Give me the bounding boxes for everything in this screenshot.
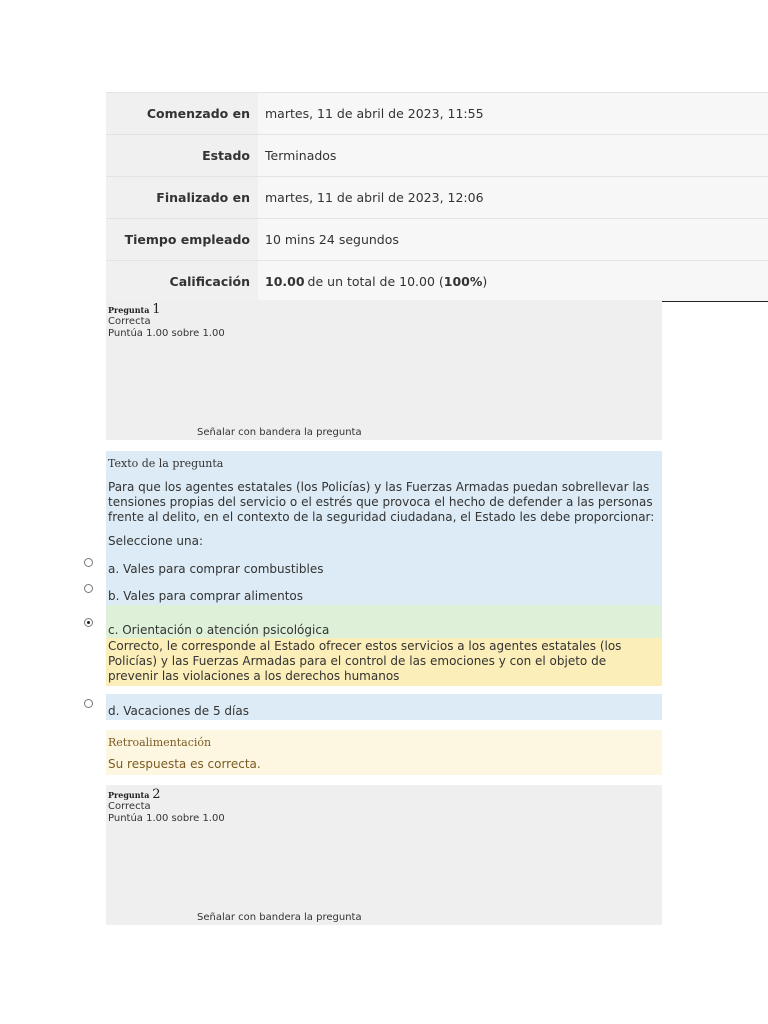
summary-label: Estado <box>106 135 258 176</box>
attempt-summary-table <box>106 92 768 302</box>
option-label: c. Orientación o atención psicológica <box>108 623 330 637</box>
grade-end: ) <box>482 273 488 289</box>
feedback-header: Retroalimentación <box>108 736 212 749</box>
question-number <box>106 300 662 316</box>
summary-label: Calificación <box>106 261 258 301</box>
summary-row-finished <box>106 177 768 219</box>
question-info-2 <box>106 785 662 925</box>
summary-label: Comenzado en <box>106 93 258 134</box>
question-state: Correcta <box>108 316 151 327</box>
summary-value: Terminados <box>258 135 768 176</box>
option-label: b. Vales para comprar alimentos <box>108 589 304 603</box>
question-grade: Puntúa 1.00 sobre 1.00 <box>108 813 225 824</box>
flag-question-link[interactable]: Señalar con bandera la pregunta <box>197 912 362 923</box>
option-b[interactable] <box>106 589 662 605</box>
summary-value: martes, 11 de abril de 2023, 12:06 <box>258 177 768 218</box>
option-feedback: Correcto, le corresponde al Estado ofrecer estos servicios a los agentes estatales (los Policías) y las Fuerzas Armadas para el control de las emociones y con el objeto de prevenir las violaciones a los derechos humanos <box>106 638 662 686</box>
option-label: d. Vacaciones de 5 días <box>108 704 249 718</box>
option-a-radio[interactable] <box>84 558 93 567</box>
grade-score: 10.00 <box>265 273 305 289</box>
feedback-message: Su respuesta es correcta. <box>108 757 261 771</box>
grade-percent: 100% <box>443 273 483 289</box>
question-word: Pregunta <box>108 790 150 800</box>
option-d-radio[interactable] <box>84 699 93 708</box>
summary-row-state <box>106 135 768 177</box>
question-text-header: Texto de la pregunta <box>108 457 224 470</box>
option-a[interactable] <box>106 562 662 582</box>
question-word: Pregunta <box>108 305 150 315</box>
summary-row-time <box>106 219 768 261</box>
question-number <box>106 785 662 801</box>
general-feedback-panel <box>106 730 662 775</box>
summary-value <box>258 261 768 301</box>
summary-row-grade <box>106 261 768 302</box>
summary-row-started <box>106 93 768 135</box>
question-info-1 <box>106 300 662 440</box>
summary-label: Finalizado en <box>106 177 258 218</box>
question-number-value: 1 <box>152 302 161 317</box>
question-grade: Puntúa 1.00 sobre 1.00 <box>108 328 225 339</box>
summary-value: 10 mins 24 segundos <box>258 219 768 260</box>
option-d[interactable] <box>106 694 662 720</box>
question-text-panel <box>106 451 662 606</box>
option-c-radio[interactable] <box>84 618 93 627</box>
question-text: Para que los agentes estatales (los Policías) y las Fuerzas Armadas puedan sobrellevar las tensiones propias del servicio o el estrés que provoca el hecho de defender a las personas frente al delito, en el contexto de la seguridad ciudadana, el Estado les debe proporcionar: <box>108 480 655 524</box>
flag-question-link[interactable]: Señalar con bandera la pregunta <box>197 427 362 438</box>
summary-label: Tiempo empleado <box>106 219 258 260</box>
grade-total-text: de un total de 10.00 ( <box>307 273 444 289</box>
option-label: a. Vales para comprar combustibles <box>108 562 324 576</box>
summary-value: martes, 11 de abril de 2023, 11:55 <box>258 93 768 134</box>
question-state: Correcta <box>108 801 151 812</box>
option-b-radio[interactable] <box>84 584 93 593</box>
question-number-value: 2 <box>152 787 161 802</box>
answer-prompt: Seleccione una: <box>108 534 203 548</box>
option-c[interactable] <box>106 605 662 638</box>
